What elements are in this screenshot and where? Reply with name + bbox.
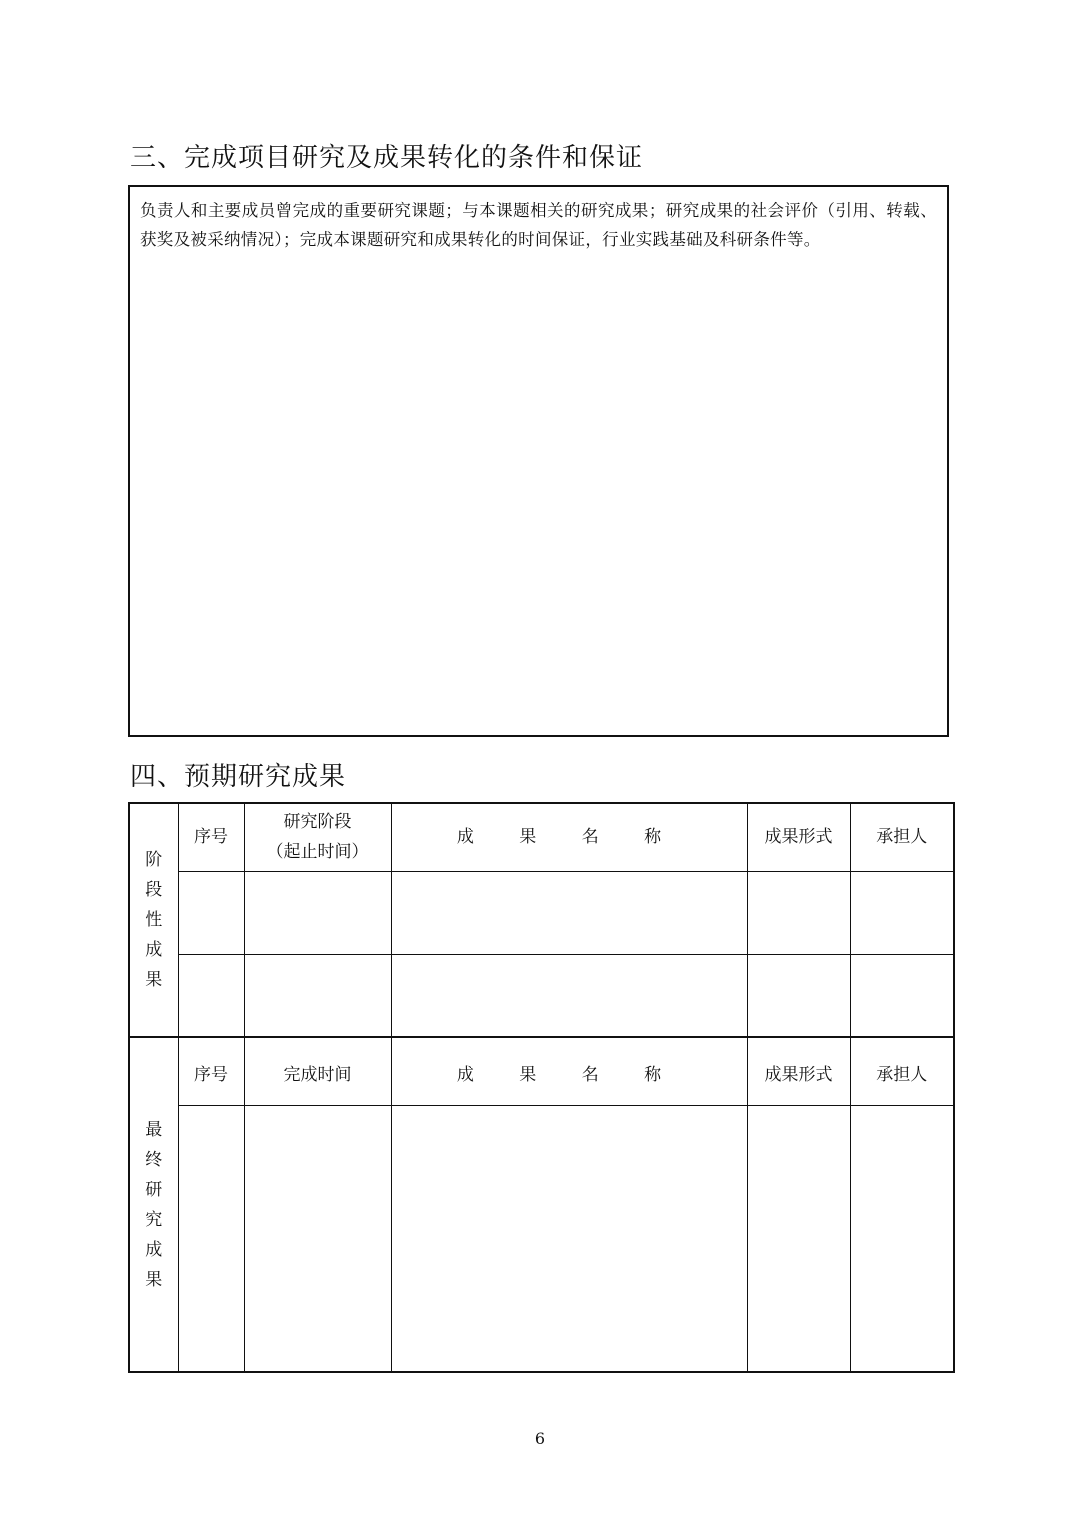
phase-row-2-seq-cell[interactable] <box>178 954 244 1037</box>
final-row <box>129 1105 954 1372</box>
phase-row-1-form-cell[interactable] <box>747 871 850 954</box>
phase-label-char: 段 <box>145 880 163 900</box>
phase-row-1-name-cell[interactable] <box>391 871 747 954</box>
phase-row <box>129 954 954 1037</box>
conditions-guarantee-box[interactable] <box>128 185 949 737</box>
phase-label-char: 成 <box>145 940 163 960</box>
phase-row-2-stage-cell[interactable] <box>244 954 391 1037</box>
final-row-form-cell[interactable] <box>747 1105 850 1372</box>
final-seq-header: 序号 <box>178 1037 244 1105</box>
phase-row-2-name-cell[interactable] <box>391 954 747 1037</box>
phase-row-2-owner-cell[interactable] <box>850 954 954 1037</box>
phase-stage-header-line2: （起止时间） <box>266 842 369 863</box>
final-label-char: 成 <box>145 1239 163 1260</box>
expected-results-table <box>128 802 955 1373</box>
phase-label-char: 阶 <box>145 850 163 870</box>
phase-stage-header <box>244 803 391 871</box>
final-label-char: 研 <box>145 1179 163 1200</box>
final-row-time-cell[interactable] <box>244 1105 391 1372</box>
phase-seq-header: 序号 <box>178 803 244 871</box>
final-row-name-cell[interactable] <box>391 1105 747 1372</box>
section-4-title: 四、预期研究成果 <box>130 762 347 792</box>
final-header-row <box>129 1037 954 1105</box>
conditions-guarantee-instructions: 负责人和主要成员曾完成的重要研究课题；与本课题相关的研究成果；研究成果的社会评价（引用、转载、获奖及被采纳情况）；完成本课题研究和成果转化的时间保证，行业实践基础及科研条件等。 <box>140 201 937 249</box>
final-time-header: 完成时间 <box>244 1037 391 1105</box>
page-number: 6 <box>534 1429 546 1448</box>
final-row-owner-cell[interactable] <box>850 1105 954 1372</box>
final-owner-header: 承担人 <box>850 1037 954 1105</box>
final-label-char: 最 <box>145 1119 163 1140</box>
final-form-header: 成果形式 <box>747 1037 850 1105</box>
final-name-header: 成 果 名 称 <box>391 1037 747 1105</box>
final-label-char: 究 <box>145 1209 163 1230</box>
section-3-title: 三、完成项目研究及成果转化的条件和保证 <box>130 143 644 173</box>
phase-label-char: 性 <box>145 910 163 930</box>
phase-row <box>129 871 954 954</box>
phase-form-header: 成果形式 <box>747 803 850 871</box>
final-results-label <box>129 1037 178 1372</box>
phase-row-1-seq-cell[interactable] <box>178 871 244 954</box>
phase-header-row <box>129 803 954 871</box>
phase-name-header: 成 果 名 称 <box>391 803 747 871</box>
phase-row-2-form-cell[interactable] <box>747 954 850 1037</box>
phase-label-char: 果 <box>145 970 163 990</box>
phase-row-1-stage-cell[interactable] <box>244 871 391 954</box>
phase-row-1-owner-cell[interactable] <box>850 871 954 954</box>
phase-owner-header: 承担人 <box>850 803 954 871</box>
final-label-char: 终 <box>145 1149 163 1170</box>
final-label-char: 果 <box>145 1269 163 1290</box>
final-row-seq-cell[interactable] <box>178 1105 244 1372</box>
phase-stage-header-line1: 研究阶段 <box>283 812 352 833</box>
phase-results-label <box>129 803 178 1037</box>
